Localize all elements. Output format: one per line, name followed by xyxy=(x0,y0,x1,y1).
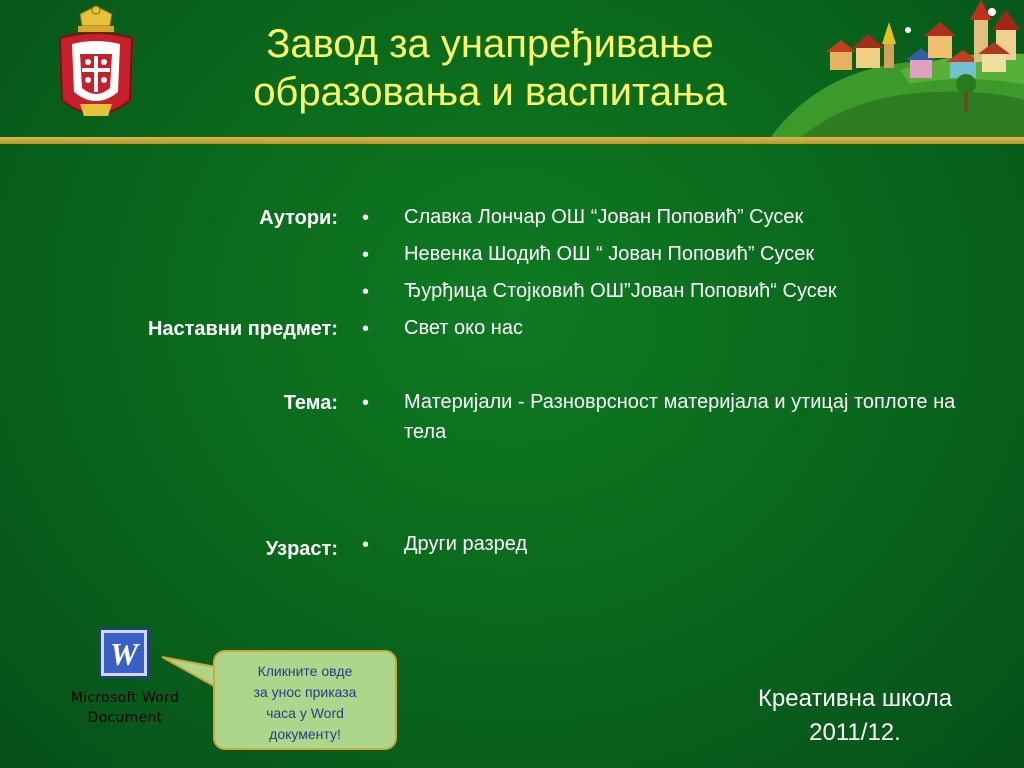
header-divider xyxy=(0,137,1024,144)
topic-label: Тема: xyxy=(283,392,338,414)
author-1: Славка Лончар ОШ “Јован Поповић” Сусек xyxy=(404,206,804,228)
footer-text xyxy=(720,682,990,750)
title-line-1: Завод за унапређивање xyxy=(266,22,714,66)
age-value: Други разред xyxy=(404,533,528,555)
footer-line-2: 2011/12. xyxy=(809,719,901,746)
bullet: • xyxy=(362,207,370,229)
svg-text:W: W xyxy=(109,636,139,672)
callout-line-4: документу! xyxy=(269,726,341,742)
callout-line-1: Кликните овде xyxy=(257,663,353,679)
bullet: • xyxy=(362,244,370,266)
authors-label: Аутори: xyxy=(259,207,338,229)
microsoft-word-icon[interactable] xyxy=(99,628,149,678)
author-2: Невенка Шодић ОШ “ Јован Поповић” Сусек xyxy=(404,243,815,265)
callout-pointer xyxy=(160,655,220,695)
topic-value: Материјали - Разноврсност материјала и утицај топлоте на тела xyxy=(404,391,956,443)
subject-label: Наставни предмет: xyxy=(147,318,338,340)
footer-line-1: Креативна школа xyxy=(757,685,953,712)
slide-title xyxy=(150,20,830,116)
author-3: Ђурђица Стојковић ОШ”Јован Поповић“ Сусек xyxy=(404,280,837,302)
village-illustration-icon xyxy=(760,0,1024,138)
serbian-coat-of-arms-icon xyxy=(50,4,142,128)
age-label: Узраст: xyxy=(265,538,338,560)
subject-value: Свет око нас xyxy=(404,317,523,339)
callout-line-3: часа у Word xyxy=(266,705,344,721)
bullet: • xyxy=(362,318,370,340)
bullet: • xyxy=(362,534,370,556)
word-caption-line-1: Microsoft Word xyxy=(70,690,180,706)
bullet: • xyxy=(362,281,370,303)
slide-header xyxy=(0,0,1024,140)
instruction-callout xyxy=(213,650,397,750)
bullet: • xyxy=(362,392,370,414)
callout-line-2: за унос приказа xyxy=(253,684,357,700)
title-line-2: образовања и васпитања xyxy=(253,70,727,114)
word-caption-line-2: Document xyxy=(87,710,163,726)
